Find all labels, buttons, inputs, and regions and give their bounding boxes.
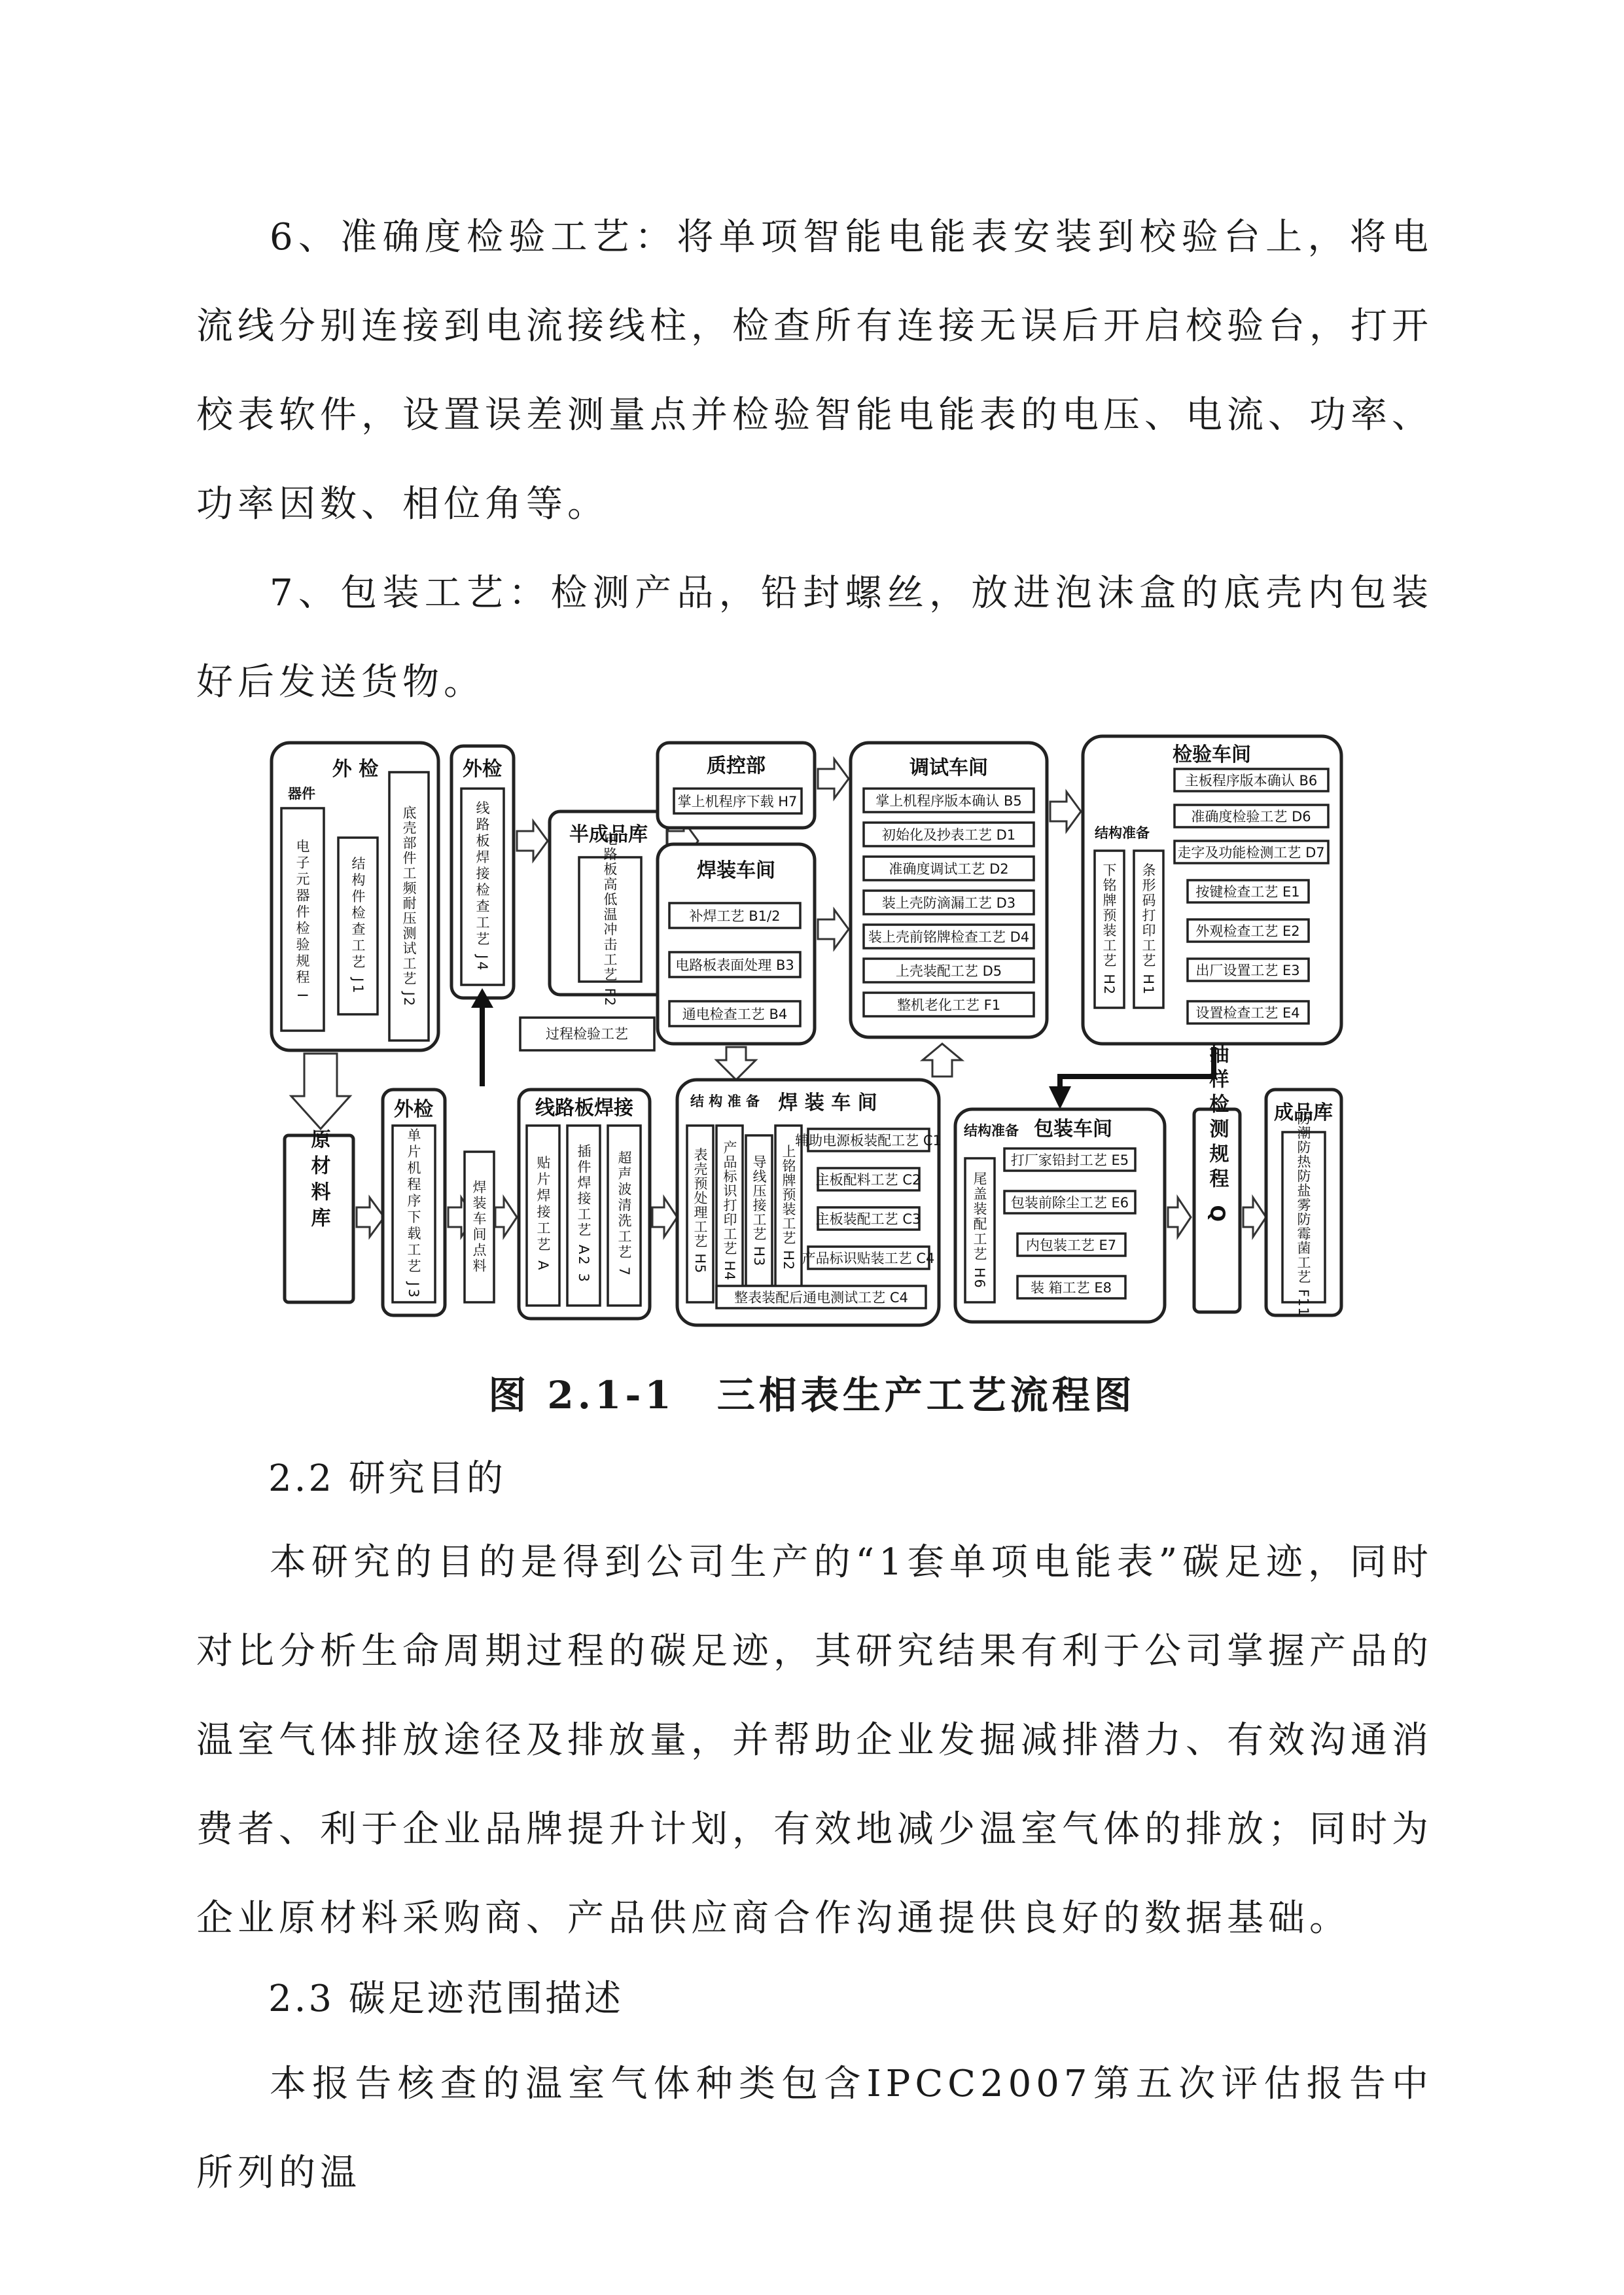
pcb-weld-title: 线路板焊接 xyxy=(535,1097,633,1120)
pack-item-1: 打厂家铅封工艺 E5 xyxy=(1010,1152,1129,1168)
program-download-item: 掌上机程序下载 H7 xyxy=(677,794,798,809)
process-flow-figure xyxy=(265,723,1351,1338)
inspection-j4-title: 外检 xyxy=(463,758,502,781)
label-print-item: 产品标识打印工艺 H4 xyxy=(722,1140,737,1281)
inspection-j3-title: 外检 xyxy=(394,1098,433,1121)
weld-bottom-item-2: 主板配料工艺 C2 xyxy=(815,1172,921,1188)
section-heading-2-3: 2.3 碳足迹范围描述 xyxy=(268,1978,624,2020)
arrow-down-icon xyxy=(716,1047,756,1080)
ultrasonic-clean-item: 超声波清洗工艺 7 xyxy=(616,1150,632,1278)
wire-crimp-item: 导线压接工艺 H3 xyxy=(751,1154,767,1267)
pack-item-4: 装 箱工艺 E8 xyxy=(1031,1280,1112,1296)
pack-item-2: 包装前除尘工艺 E6 xyxy=(1010,1195,1129,1211)
testing-item-5: 外观检查工艺 E2 xyxy=(1195,923,1300,939)
paragraph-packaging-process: 7、包装工艺：检测产品，铅封螺丝，放进泡沫盒的底壳内包装好后发送货物。 xyxy=(196,572,1433,703)
mcu-download-item: 单片机程序下载工艺 J3 xyxy=(406,1128,421,1300)
weld-bottom-item-1: 辅助电源板装配工艺 C1 xyxy=(795,1133,942,1148)
weld-bottom-item-3: 主板装配工艺 C3 xyxy=(815,1211,921,1227)
weld-bottom-item-4: 产品标识贴装工艺 C4 xyxy=(802,1251,935,1266)
arrow-down-icon xyxy=(1049,1086,1071,1109)
welding-top-title: 焊装车间 xyxy=(697,859,775,882)
arrow-right-icon xyxy=(1168,1198,1191,1237)
sampling-block xyxy=(1194,1044,1240,1312)
inspection-title: 外 检 xyxy=(332,758,379,781)
debug-item-3: 准确度调试工艺 D2 xyxy=(889,861,1009,877)
arrow-right-icon xyxy=(652,1198,677,1237)
arrow-right-icon xyxy=(818,759,849,798)
semi-finished-block xyxy=(550,811,667,1007)
inspection-j3-block xyxy=(383,1090,445,1315)
testing-item-1: 主板程序版本确认 B6 xyxy=(1184,773,1318,789)
debug-item-4: 装上壳防滴漏工艺 D3 xyxy=(881,895,1016,911)
figure-caption: 图 2.1-1 三相表生产工艺流程图 xyxy=(488,1373,1136,1417)
debugging-workshop xyxy=(851,743,1047,1037)
testing-item-4: 按键检查工艺 E1 xyxy=(1195,884,1300,900)
debug-item-6: 上壳装配工艺 D5 xyxy=(895,963,1002,979)
voltage-test-item: 底壳部件工频耐压测试工艺 J2 xyxy=(401,805,417,1008)
welding-workshop-bottom xyxy=(677,1080,942,1325)
welding-bottom-title: 焊 装 车 间 xyxy=(778,1092,877,1114)
anti-corrosion-item: 防潮防热防盐雾防霉菌工艺 F11 xyxy=(1296,1111,1311,1317)
weld-material-label: 焊装车间点料 xyxy=(471,1180,487,1274)
quality-control-title: 质控部 xyxy=(707,755,766,777)
structure-prep-label-3: 结构准备 xyxy=(964,1123,1019,1139)
testing-workshop xyxy=(1083,736,1341,1044)
nameplate-item: 上铭牌预装工艺 H2 xyxy=(781,1144,796,1271)
debug-item-5: 装上壳前铭牌检查工艺 D4 xyxy=(868,929,1030,945)
connector-line xyxy=(1060,1047,1214,1090)
inspection-j4-block xyxy=(451,746,514,998)
pack-item-3: 内包装工艺 E7 xyxy=(1025,1237,1117,1253)
rework-weld-item: 补焊工艺 B1/2 xyxy=(689,908,781,924)
arrow-right-icon xyxy=(818,910,849,949)
components-label: 器件 xyxy=(288,786,315,802)
arrow-right-icon xyxy=(1050,792,1081,831)
paragraph-accuracy-process: 6、准确度检验工艺：将单项智能电能表安装到校验台上，将电流线分别连接到电流接线柱，检查所有连接无误后开启校验台，打开校表软件，设置误差测量点并检验智能电能表的电压、电流、功率、功率因数、相位角等。 xyxy=(196,216,1433,525)
testing-item-2: 准确度检验工艺 D6 xyxy=(1191,809,1311,825)
testing-item-3: 走字及功能检测工艺 D7 xyxy=(1177,845,1325,861)
quality-control-block xyxy=(658,743,815,828)
debug-item-7: 整机老化工艺 F1 xyxy=(896,997,1001,1013)
raw-material-label: 原材料库 xyxy=(307,1129,330,1234)
component-inspection-item: 电子元器件检验规程 I xyxy=(294,839,310,1000)
section-heading-2-2: 2.2 研究目的 xyxy=(268,1457,506,1500)
thermal-shock-item: 电路板高低温冲击工艺 F2 xyxy=(602,831,618,1008)
inspection-block xyxy=(272,743,438,1050)
debugging-title: 调试车间 xyxy=(909,756,988,779)
packaging-title: 包装车间 xyxy=(1034,1118,1112,1141)
surface-treatment-item: 电路板表面处理 B3 xyxy=(675,957,794,973)
finished-goods-block xyxy=(1266,1090,1341,1317)
raw-material-block xyxy=(285,1129,353,1302)
pcb-weld-block xyxy=(519,1090,650,1319)
arrow-down-to-raw xyxy=(291,1054,350,1129)
debug-item-2: 初始化及抄表工艺 D1 xyxy=(881,827,1016,843)
arrow-up-icon xyxy=(923,1044,962,1076)
plugin-weld-item: 插件焊接工艺 A2 3 xyxy=(576,1144,591,1284)
debug-item-1: 掌上机程序版本确认 B5 xyxy=(875,793,1022,809)
sampling-label: 抽样检测规程 Q xyxy=(1205,1044,1229,1227)
pcb-weld-check-item: 线路板焊接检查工艺 J4 xyxy=(474,800,490,973)
structure-prep-label: 结构准备 xyxy=(1095,825,1150,841)
tail-cover-item: 尾盖装配工艺 H6 xyxy=(972,1171,987,1289)
weld-bottom-item-5: 整表装配后通电测试工艺 C4 xyxy=(734,1290,908,1306)
structure-check-item: 结构件检查工艺 J1 xyxy=(350,856,366,996)
packaging-workshop xyxy=(955,1109,1165,1322)
testing-title: 检验车间 xyxy=(1173,743,1251,766)
housing-pretreat-item: 表壳预处理工艺 H5 xyxy=(692,1147,708,1274)
smt-weld-item: 贴片焊接工艺 A xyxy=(535,1155,551,1273)
paragraph-research-goal: 本研究的目的是得到公司生产的“1套单项电能表”碳足迹，同时对比分析生命周期过程的碳足迹，其研究结果有利于公司掌握产品的温室气体排放途径及排放量，并帮助企业发掘减排潜力、有效沟通消费者、利于企业品牌提升计划，有效地减少温室气体的排放；同时为企业原材料采购商、产品供应商合作沟通提供良好的数据基础。 xyxy=(196,1541,1433,1940)
power-on-check-item: 通电检查工艺 B4 xyxy=(682,1006,788,1022)
finished-goods-title: 成品库 xyxy=(1274,1101,1333,1124)
semi-finished-title: 半成品库 xyxy=(569,823,648,846)
testing-item-6: 出厂设置工艺 E3 xyxy=(1195,963,1300,978)
arrow-right-icon xyxy=(357,1198,384,1237)
arrow-right-icon xyxy=(517,821,548,861)
testing-item-7: 设置检查工艺 E4 xyxy=(1195,1005,1300,1021)
process-inspection-label: 过程检验工艺 xyxy=(546,1026,628,1042)
arrow-right-icon xyxy=(495,1198,517,1237)
welding-workshop-top xyxy=(658,844,815,1044)
barcode-print-item: 条形码打印工艺 H1 xyxy=(1140,863,1156,996)
structure-prep-label-2: 结 构 准 备 xyxy=(690,1094,760,1109)
arrow-right-icon xyxy=(1243,1198,1266,1237)
paragraph-scope: 本报告核查的温室气体种类包含IPCC2007第五次评估报告中所列的温 xyxy=(196,2063,1433,2194)
nameplate-preinstall-item: 下铭牌预装工艺 H2 xyxy=(1101,863,1117,996)
